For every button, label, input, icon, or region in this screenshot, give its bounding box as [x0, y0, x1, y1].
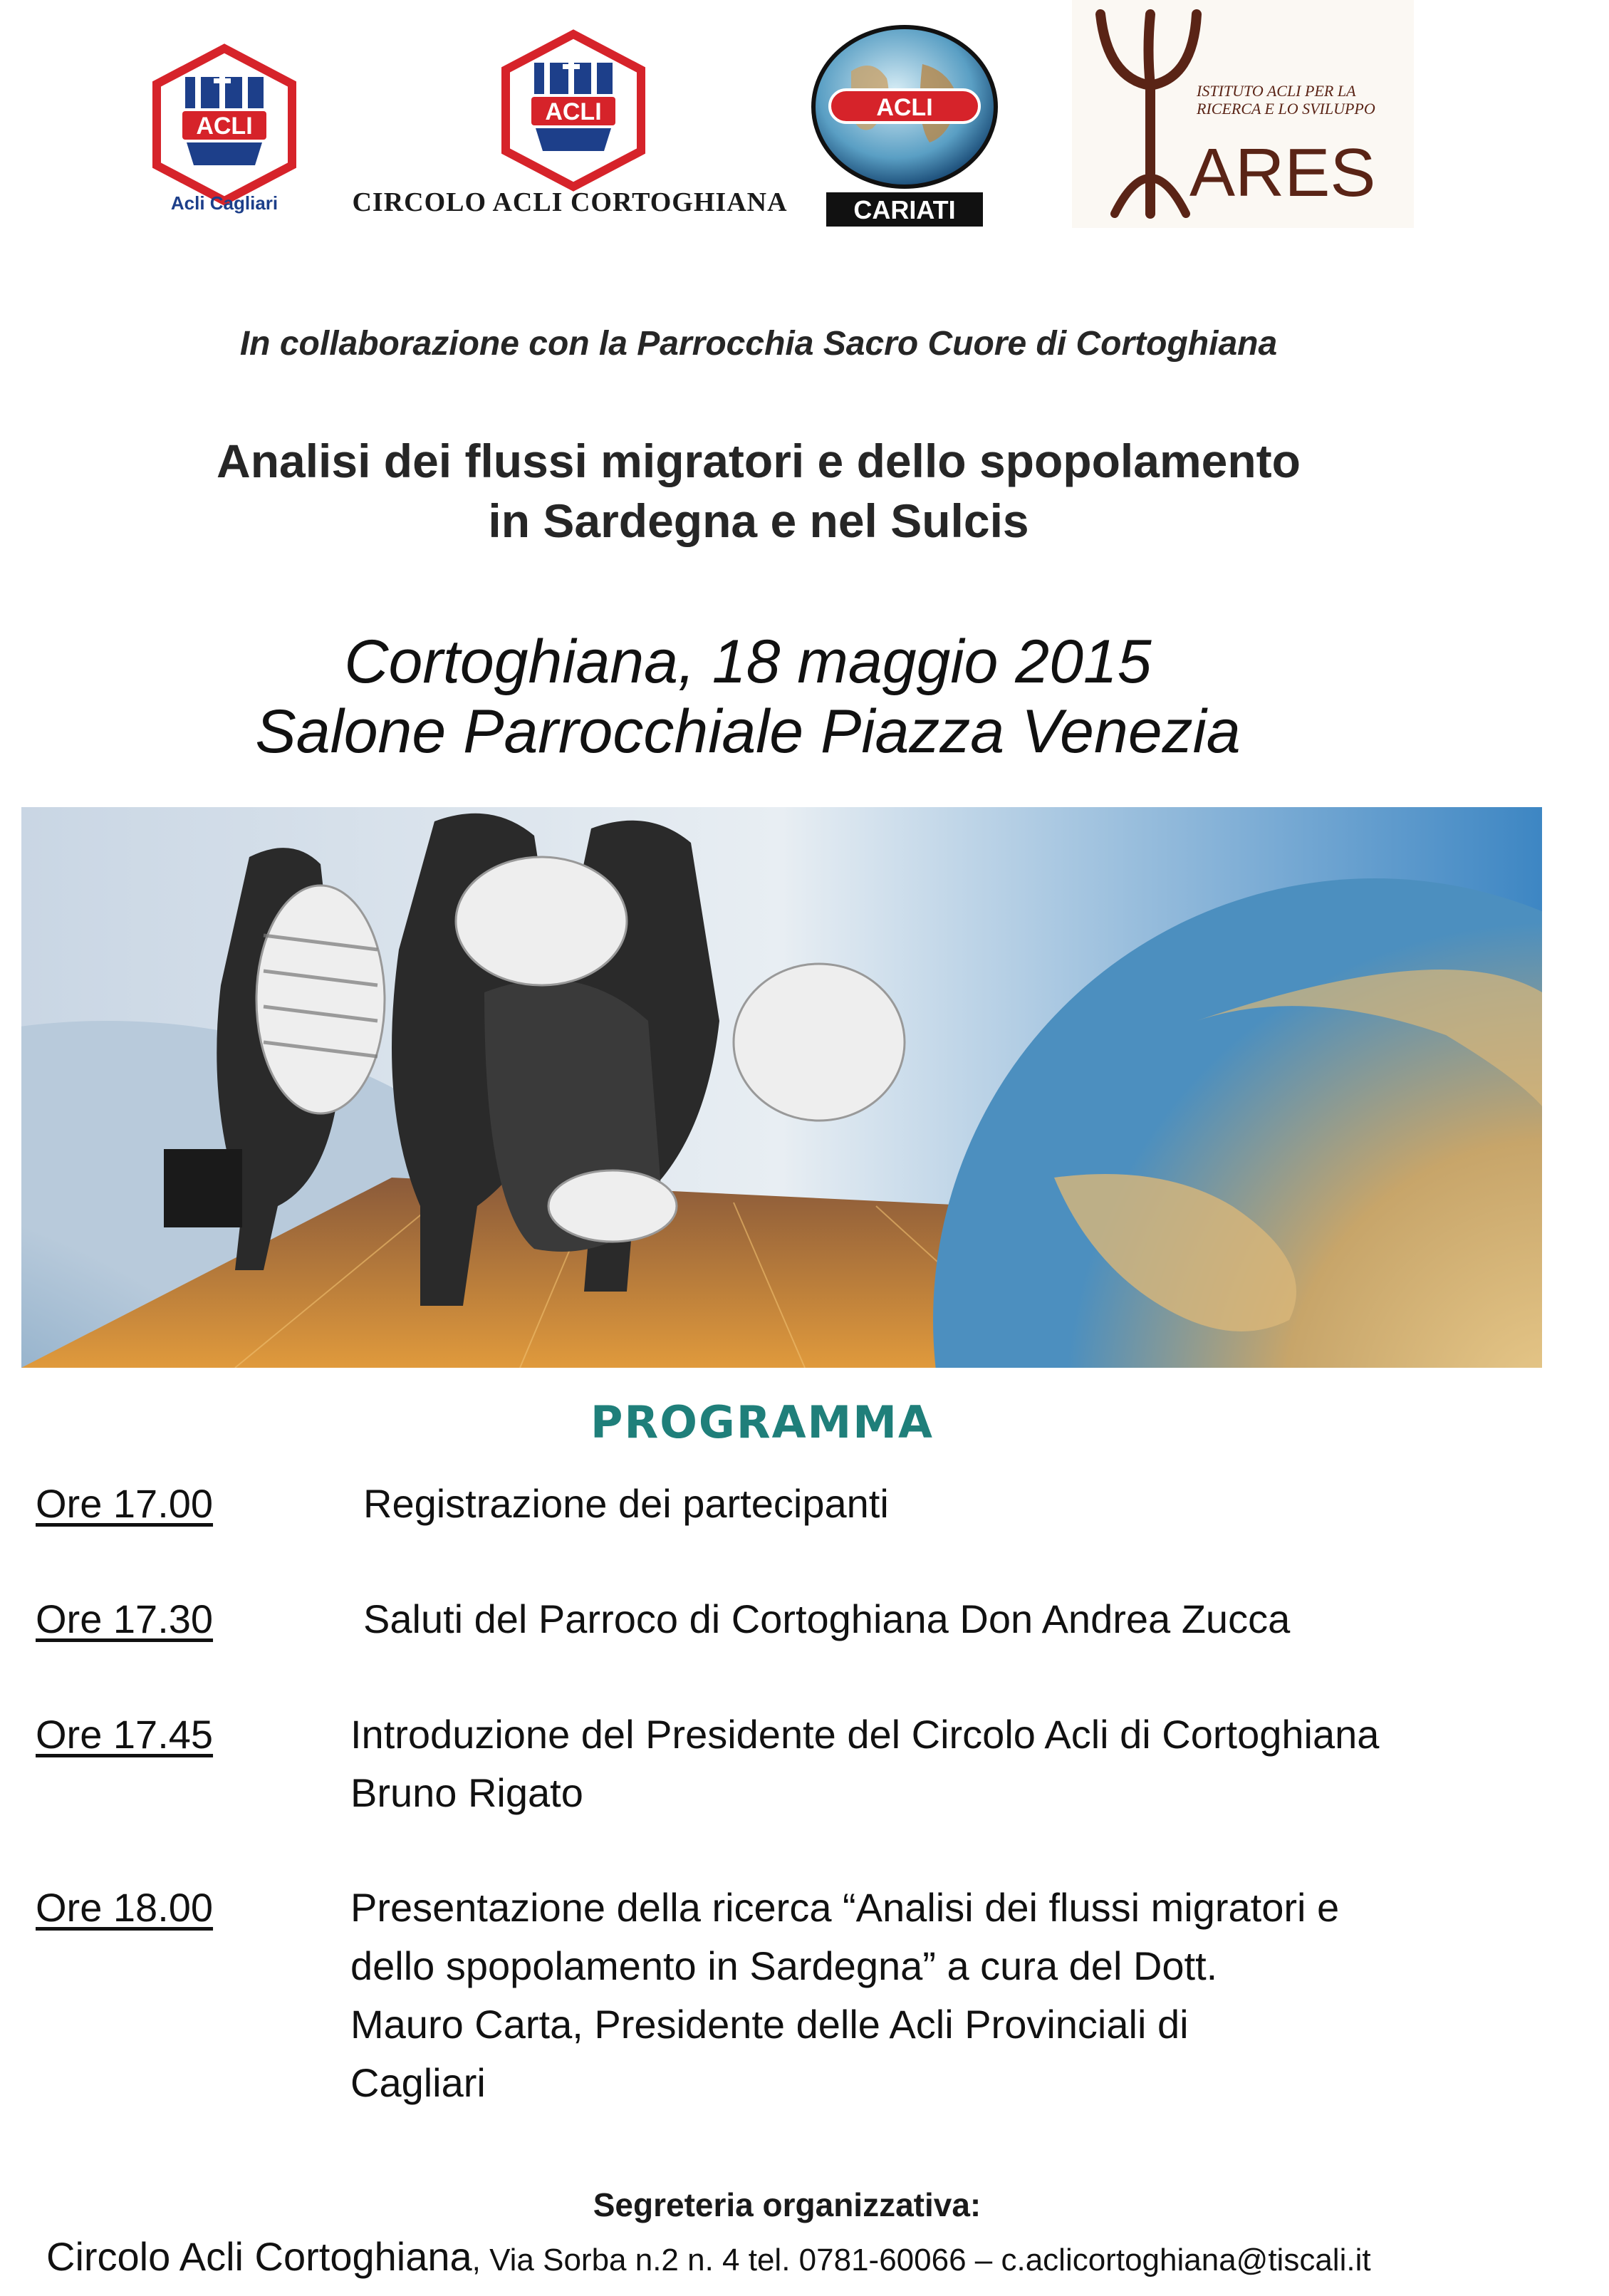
- program-description-line: Introduzione del Presidente del Circolo Acli di Cortoghiana: [350, 1712, 1380, 1757]
- mares-subtitle-1: ISTITUTO ACLI PER LA: [1197, 82, 1356, 100]
- program-description: [363, 1590, 1290, 1648]
- program-description-line: Cagliari: [350, 2060, 486, 2105]
- event-place-date: [0, 627, 1496, 767]
- program-time: Ore 17.30: [36, 1596, 214, 1641]
- contact-line: [46, 2233, 1609, 2280]
- programma-heading: PROGRAMMA: [590, 1396, 934, 1448]
- mares-logo: [1072, 0, 1414, 228]
- globe-bottom-text: CARIATI: [853, 195, 956, 224]
- acli-globe-logo: [808, 21, 1001, 228]
- acli-cagliari-caption: Acli Cagliari: [170, 192, 278, 214]
- event-title-line-1: Analisi dei flussi migratori e dello spopolamento: [217, 435, 1301, 487]
- mares-subtitle-2: RICERCA E LO SVILUPPO: [1197, 100, 1375, 118]
- program-description-line: Registrazione dei partecipanti: [363, 1481, 889, 1526]
- acli-logo-text: ACLI: [545, 98, 602, 125]
- program-time: Ore 18.00: [36, 1885, 214, 1930]
- program-description-line: Saluti del Parroco di Cortoghiana Don Andrea Zucca: [363, 1596, 1291, 1641]
- event-title: [0, 431, 1517, 551]
- org-address-contacts: , Via Sorba n.2 n. 4 tel. 0781-60066 – c.aclicortoghiana@tiscali.it: [472, 2243, 1371, 2277]
- program-description-line: dello spopolamento in Sardegna” a cura del Dott.: [350, 1943, 1218, 1988]
- program-description-line: Presentazione della ricerca “Analisi dei flussi migratori e: [350, 1885, 1340, 1930]
- collaboration-line: In collaborazione con la Parrocchia Sacro Cuore di Cortoghiana: [239, 325, 1278, 363]
- program-time: Ore 17.00: [36, 1481, 214, 1526]
- circolo-acli-logo: [491, 28, 655, 192]
- event-venue: Salone Parrocchiale Piazza Venezia: [255, 697, 1241, 766]
- program-description-line: Mauro Carta, Presidente delle Acli Provinciali di: [350, 2002, 1189, 2047]
- program-description: [363, 1475, 889, 1533]
- event-title-line-2: in Sardegna e nel Sulcis: [488, 494, 1029, 547]
- mares-name: ARES: [1189, 135, 1376, 211]
- segreteria-label: Segreteria organizzativa:: [593, 2186, 981, 2223]
- globe-badge-text: ACLI: [876, 94, 933, 121]
- event-date: Cortoghiana, 18 maggio 2015: [344, 628, 1152, 696]
- program-description: [350, 1879, 1339, 2112]
- program-description: [350, 1705, 1379, 1822]
- circolo-acli-caption: CIRCOLO ACLI CORTOGHIANA: [352, 187, 788, 217]
- acli-logo-text: ACLI: [196, 113, 253, 140]
- emigrants-globe-banner: [21, 807, 1542, 1368]
- program-time: Ore 17.45: [36, 1712, 214, 1757]
- org-name: Circolo Acli Cortoghiana: [46, 2234, 472, 2279]
- program-description-line: Bruno Rigato: [350, 1770, 583, 1815]
